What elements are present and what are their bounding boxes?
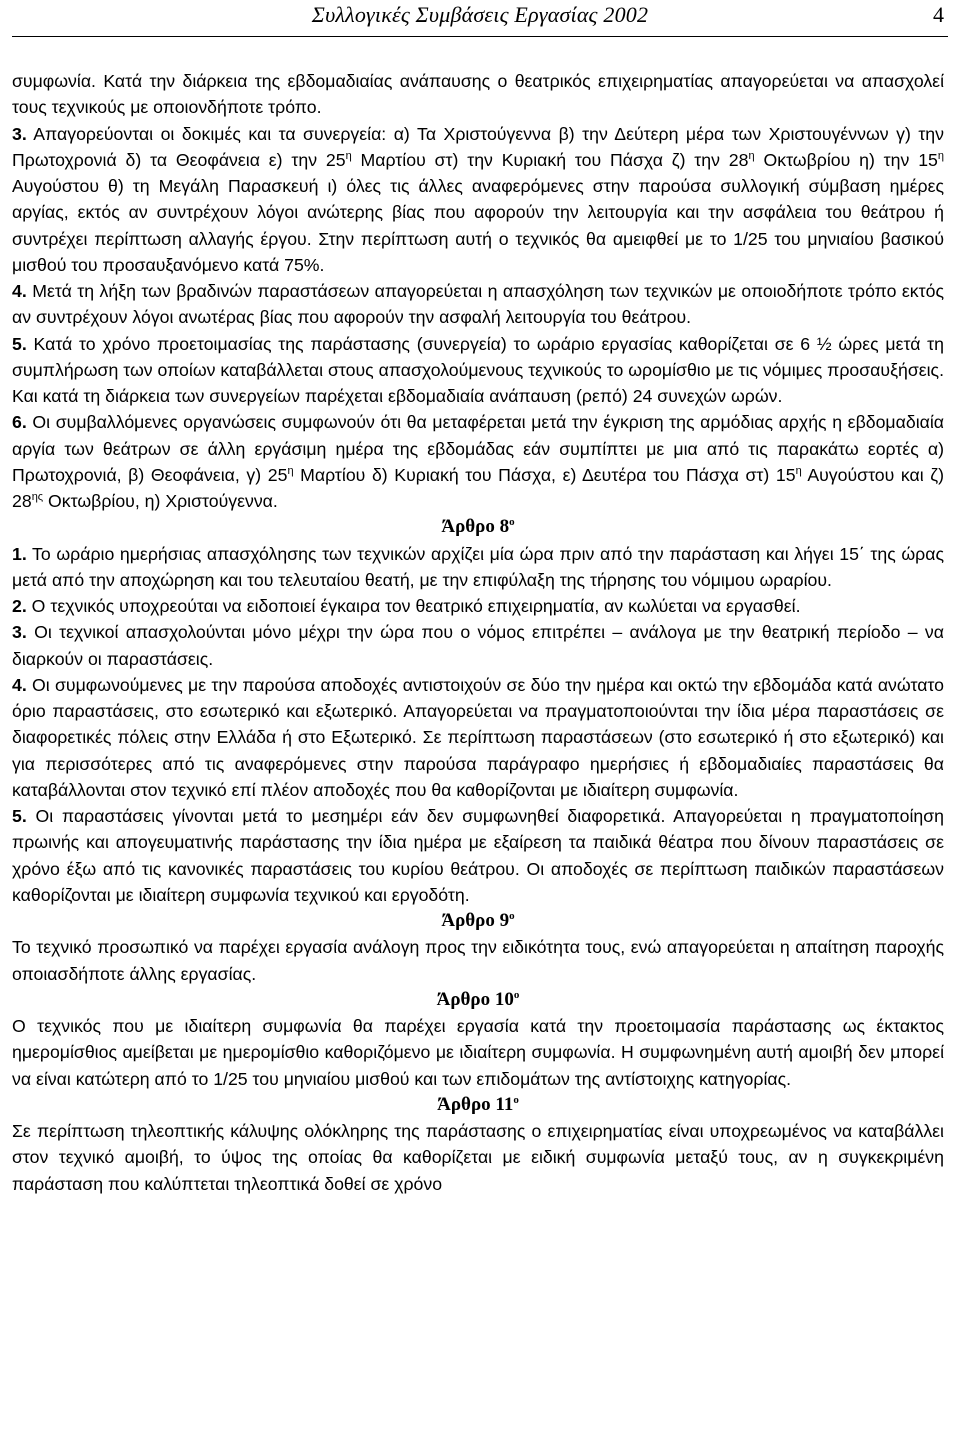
paragraph-number: 4. [12, 674, 27, 695]
article-8-paragraph-1: 1. Το ωράριο ημερήσιας απασχόλησης των τεχνικών αρχίζει μία ώρα πριν από την παράσταση και λήγει 15΄ της ώρας μετά από την αποχώρηση και του τελευταίου θεατή, με την επιφύλαξη της τήρησης του νόμιμου ωραρίου. [12, 543, 944, 590]
paragraph-agreement-end: συμφωνία. Κατά την διάρκεια της εβδομαδιαίας ανάπαυσης ο θεατρικός επιχειρηματίας απαγορεύεται να απασχολεί τους τεχνικούς με οποιονδήποτε τρόπο. [12, 71, 944, 118]
paragraph-number: 3. [12, 123, 27, 144]
paragraph-3-rehearsals: 3. Απαγορεύονται οι δοκιμές και τα συνεργεία: α) Τα Χριστούγεννα β) την Δεύτερη μέρα των Χριστουγέννων γ) την Πρωτοχρονιά δ) τα Θεοφάνεια ε) την $25^\eta$ Μαρτίου στ) την Κυριακή του Πάσχα ζ) την $28^\eta$ Οκτωβρίου η) την $15^\eta$ Αυγούστου θ) τη Μεγάλη Παρασκευή ι) όλες τις άλλες αναφερόμενες στην παρούσα συλλογική σύμβαση ημέρες αργίας, εκτός αν συντρέχουν λόγοι ανώτερης βίας που αφορούν την λειτουργία και την ασφάλεια του θεάτρου ή συντρέχει περίπτωση αλλαγής έργου. Στην περίπτωση αυτή ο τεχνικός θα αμειφθεί με το 1/25 του μηνιαίου βασικού μισθού του προσαυξανόμενο κατά 75%. [12, 123, 944, 275]
article-8-paragraph-2: 2. Ο τεχνικός υποχρεούται να ειδοποιεί έγκαιρα τον θεατρικό επιχειρηματία, αν κωλύεται να εργασθεί. [12, 596, 801, 616]
article-11-heading: Άρθρο $11^o$ [437, 1093, 519, 1115]
document-body [12, 68, 944, 1197]
article-9-paragraph: Το τεχνικό προσωπικό να παρέχει εργασία ανάλογη προς την ειδικότητα τους, ενώ απαγορεύεται η απαίτηση παροχής οποιασδήποτε άλλης εργασίας. [12, 937, 944, 984]
paragraph-number: 3. [12, 622, 27, 643]
paragraph-number: 5. [12, 806, 27, 826]
page-number: 4 [933, 2, 944, 27]
article-10-paragraph: Ο τεχνικός που με ιδιαίτερη συμφωνία θα παρέχει εργασία κατά την προετοιμασία παράστασης ως έκτακτος ημερομίσθιος αμείβεται με ημερομίσθιο καθοριζόμενο με ιδιαίτερη συμφωνία. Η συμφωνημένη αυτή αμοιβή δεν μπορεί να είναι κατώτερη από το 1/25 του μηνιαίου μισθού και των επιδομάτων της αντίστοιχης κατηγορίας. [12, 1016, 944, 1089]
paragraph-5-preparation: 5. Κατά το χρόνο προετοιμασίας της παράστασης (συνεργεία) το ωράριο εργασίας καθορίζεται σε 6 ½ ώρες μετά τη συμπλήρωση των οποίων καταβάλλεται στους απασχολούμενους τεχνικούς το ωρομίσθιο με τις νόμιμες προσαυξήσεις. Και κατά τη διάρκεια των συνεργείων παρέχεται εβδομαδιαία ανάπαυση (ρεπό) 24 συνεχών ωρών. [12, 333, 944, 406]
article-11-paragraph: Σε περίπτωση τηλεοπτικής κάλυψης ολόκληρης της παράστασης ο επιχειρηματίας είναι υποχρεωμένος να καταβάλλει στον τεχνικό αμοιβή, το ύψος της οποίας θα καθορίζεται με ειδική συμφωνία μεταξύ τους, αν η συγκεκριμένη παράσταση που καλύπτεται τηλεοπτικά δοθεί σε χρόνο [12, 1121, 944, 1194]
article-10-heading: Άρθρο $10^o$ [436, 988, 520, 1010]
article-8-paragraph-4: 4. Οι συμφωνούμενες με την παρούσα αποδοχές αντιστοιχούν σε δύο την ημέρα και οκτώ την εβδομάδα κατά ανώτατο όριο παραστάσεις, στο εσωτερικό και εξωτερικό. Απαγορεύεται να πραγματοποιούνται την ίδια μέρα παραστάσεις σε διαφορετικές πόλεις στην Ελλάδα ή στο Εξωτερικό. Σε περίπτωση παραστάσεων (στο εσωτερικό ή στο εξωτερικό) και για περισσότερες από τις αναφερόμενες στην παρούσα παράγραφο ημερήσιες ή εβδομαδιαίες παραστάσεις θα καταβάλλονται στον τεχνικό επί πλέον αποδοχές που θα καθορίζονται με ιδιαίτερη συμφωνία. [12, 674, 944, 800]
article-8-paragraph-3: 3. Οι τεχνικοί απασχολούνται μόνο μέχρι την ώρα που ο νόμος επιτρέπει – ανάλογα με την θεατρική περίοδο – να διαρκούν οι παραστάσεις. [12, 622, 944, 669]
paragraph-4-night-work: 4. Μετά τη λήξη των βραδινών παραστάσεων απαγορεύεται η απασχόληση των τεχνικών με οποιοδήποτε τρόπο εκτός αν συντρέχουν λόγοι ανωτέρας βίας που αφορούν την ασφαλή λειτουργία του θεάτρου. [12, 281, 944, 328]
paragraph-number: 4. [12, 281, 27, 301]
paragraph-number: 1. [12, 543, 27, 564]
paragraph-number: 2. [12, 596, 27, 616]
paragraph-number: 5. [12, 333, 27, 354]
paragraph-6-holidays: 6. Οι συμβαλλόμενες οργανώσεις συμφωνούν ότι θα μεταφέρεται μετά την έγκριση της αρμόδιας αρχής η εβδομαδιαία αργία των θεάτρων σε άλλη εργάσιμη ημέρα της εβδομάδας εάν συμπίπτει με μια από τις παρακάτω εορτές α) Πρωτοχρονιά, β) Θεοφάνεια, γ) $25^\eta$ Μαρτίου δ) Κυριακή του Πάσχα, ε) Δευτέρα του Πάσχα στ) $15^\eta$ Αυγούστου και ζ) $28^{\eta\varsigma}$ Οκτωβρίου, η) Χριστούγεννα. [12, 412, 944, 511]
article-9-heading: Άρθρο $9^o$ [441, 910, 515, 931]
paragraph-number: 6. [12, 412, 27, 433]
article-8-heading: Άρθρο $8^o$ [441, 516, 515, 538]
header-title: Συλλογικές Συμβάσεις Εργασίας 2002 [311, 2, 649, 27]
article-8-paragraph-5: 5. Οι παραστάσεις γίνονται μετά το μεσημέρι εάν δεν συμφωνηθεί διαφορετικά. Απαγορεύεται η πραγματοποίηση πρωινής και απογευματινής παράστασης την ίδια ημέρα με εξαίρεση τα παιδικά θέατρα που δίνουν παραστάσεις σε χρόνο έξω από τις κανονικές παραστάσεις του κυρίου θεάτρου. Οι αποδοχές σε περίπτωση παιδικών παραστάσεων καθορίζονται με ιδιαίτερη συμφωνία τεχνικού και εργοδότη. [12, 806, 944, 905]
page-header [12, 0, 948, 37]
